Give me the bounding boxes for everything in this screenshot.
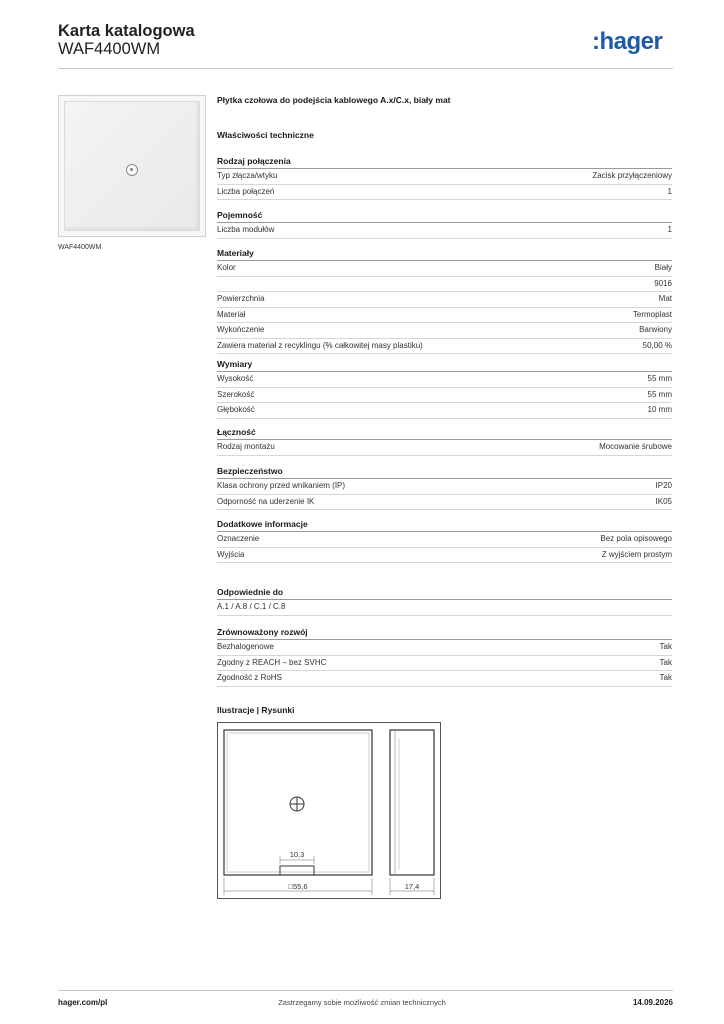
spec-section-title: Wymiary	[217, 357, 672, 372]
dimension-drawing	[218, 723, 440, 898]
spec-row	[217, 600, 672, 616]
document-title: Karta katalogowa	[58, 22, 195, 40]
spec-row	[217, 388, 672, 404]
spec-section	[217, 357, 672, 419]
footer-disclaimer: Zastrzegamy sobie możliwość zmian technicznych	[278, 998, 446, 1007]
spec-value: Zacisk przyłączeniowy	[592, 171, 672, 180]
spec-value: Mat	[658, 294, 672, 303]
product-image	[58, 95, 206, 237]
spec-label: Oznaczenie	[217, 534, 260, 543]
notch-dimension: 10,3	[289, 850, 305, 859]
document-date: 14.09.2026	[632, 998, 673, 1007]
spec-row	[217, 403, 672, 419]
spec-label: Liczba połączeń	[217, 186, 275, 196]
spec-section	[217, 246, 672, 354]
spec-value: 55 mm	[647, 374, 672, 383]
spec-value: IP20	[655, 481, 672, 490]
product-code-heading: WAF4400WM	[58, 40, 161, 58]
spec-value: 1	[667, 225, 672, 234]
spec-section-title: Rodzaj połączenia	[217, 154, 672, 169]
spec-row	[217, 277, 672, 293]
spec-section	[217, 208, 672, 239]
spec-value: Biały	[654, 263, 672, 272]
spec-label: Kolor	[217, 263, 236, 272]
spec-label: Wykończenie	[217, 325, 265, 334]
spec-row	[217, 185, 672, 201]
spec-value: Tak	[659, 673, 672, 682]
spec-section	[217, 464, 672, 510]
cable-notch	[280, 866, 314, 875]
spec-label: Rodzaj montażu	[217, 442, 275, 451]
spec-section	[217, 517, 672, 563]
spec-label: Głębokość	[217, 405, 255, 414]
spec-row	[217, 261, 672, 277]
illustrations-heading: Ilustracje | Rysunki	[217, 705, 295, 715]
spec-row	[217, 548, 672, 564]
faceplate-image	[64, 101, 200, 231]
spec-section	[217, 425, 672, 456]
screw-icon	[126, 164, 138, 176]
spec-row	[217, 339, 672, 355]
spec-section	[217, 625, 672, 687]
spec-label: Liczba modułów	[217, 225, 275, 234]
spec-section-title: Bezpieczeństwo	[217, 464, 672, 479]
spec-label: Wyjścia	[217, 549, 245, 559]
product-description: Płytka czołowa do podejścia kablowego A.x/C.x, biały mat	[217, 95, 451, 105]
spec-label: Materiał	[217, 309, 246, 319]
footer-divider	[58, 990, 673, 991]
spec-value: 1	[667, 186, 672, 196]
spec-value: 50,00 %	[642, 340, 672, 350]
spec-row	[217, 440, 672, 456]
spec-value: 9016	[654, 278, 672, 288]
technical-drawing	[217, 722, 441, 899]
spec-row	[217, 640, 672, 656]
spec-row	[217, 323, 672, 339]
spec-value: Mocowanie śrubowe	[599, 442, 672, 451]
spec-label: Szerokość	[217, 389, 255, 399]
spec-row	[217, 372, 672, 388]
depth-dimension: 17,4	[404, 882, 420, 891]
width-dimension: □55,6	[288, 882, 308, 891]
spec-section-title: Łączność	[217, 425, 672, 440]
spec-value: Termoplast	[632, 309, 672, 319]
spec-row	[217, 656, 672, 672]
spec-section-title: Pojemność	[217, 208, 672, 223]
spec-section-title: Odpowiednie do	[217, 585, 672, 600]
spec-section	[217, 154, 672, 200]
spec-row	[217, 495, 672, 511]
spec-section-title: Zrównoważony rozwój	[217, 625, 672, 640]
spec-label: Bezhalogenowe	[217, 642, 274, 651]
spec-label: Klasa ochrony przed wnikaniem (IP)	[217, 481, 346, 490]
product-image-caption: WAF4400WM	[58, 244, 102, 251]
spec-row	[217, 223, 672, 239]
spec-value: 10 mm	[647, 405, 672, 414]
spec-label: Wysokość	[217, 374, 254, 383]
spec-row	[217, 671, 672, 687]
spec-label: Powierzchnia	[217, 294, 265, 303]
spec-value: IK05	[655, 496, 672, 506]
spec-label: Zawiera materiał z recyklingu (% całkowitej masy plastiku)	[217, 340, 423, 350]
technical-properties-heading: Właściwości techniczne	[217, 130, 314, 140]
spec-label: Odporność na uderzenie IK	[217, 496, 315, 506]
spec-row	[217, 532, 672, 548]
spec-value: Bez pola opisowego	[600, 534, 672, 543]
side-view-outline	[390, 730, 434, 875]
website-link[interactable]: hager.com/pl	[58, 998, 108, 1007]
spec-label: Zgodność z RoHS	[217, 673, 282, 682]
header-divider	[58, 68, 673, 69]
spec-value: Z wyjściem prostym	[601, 549, 672, 559]
spec-section	[217, 585, 672, 616]
spec-row	[217, 308, 672, 324]
spec-label: Zgodny z REACH – bez SVHC	[217, 657, 327, 667]
spec-row	[217, 169, 672, 185]
spec-section-title: Materiały	[217, 246, 672, 261]
spec-value: Tak	[659, 657, 672, 667]
spec-row	[217, 292, 672, 308]
spec-value: Tak	[659, 642, 672, 651]
spec-label: Typ złącza/wtyku	[217, 171, 278, 180]
spec-row	[217, 479, 672, 495]
spec-value: 55 mm	[647, 389, 672, 399]
spec-label: A.1 / A.8 / C.1 / C.8	[217, 602, 286, 611]
spec-section-title: Dodatkowe informacje	[217, 517, 672, 532]
spec-value: Barwiony	[639, 325, 672, 334]
hager-logo: :hager	[592, 28, 663, 55]
